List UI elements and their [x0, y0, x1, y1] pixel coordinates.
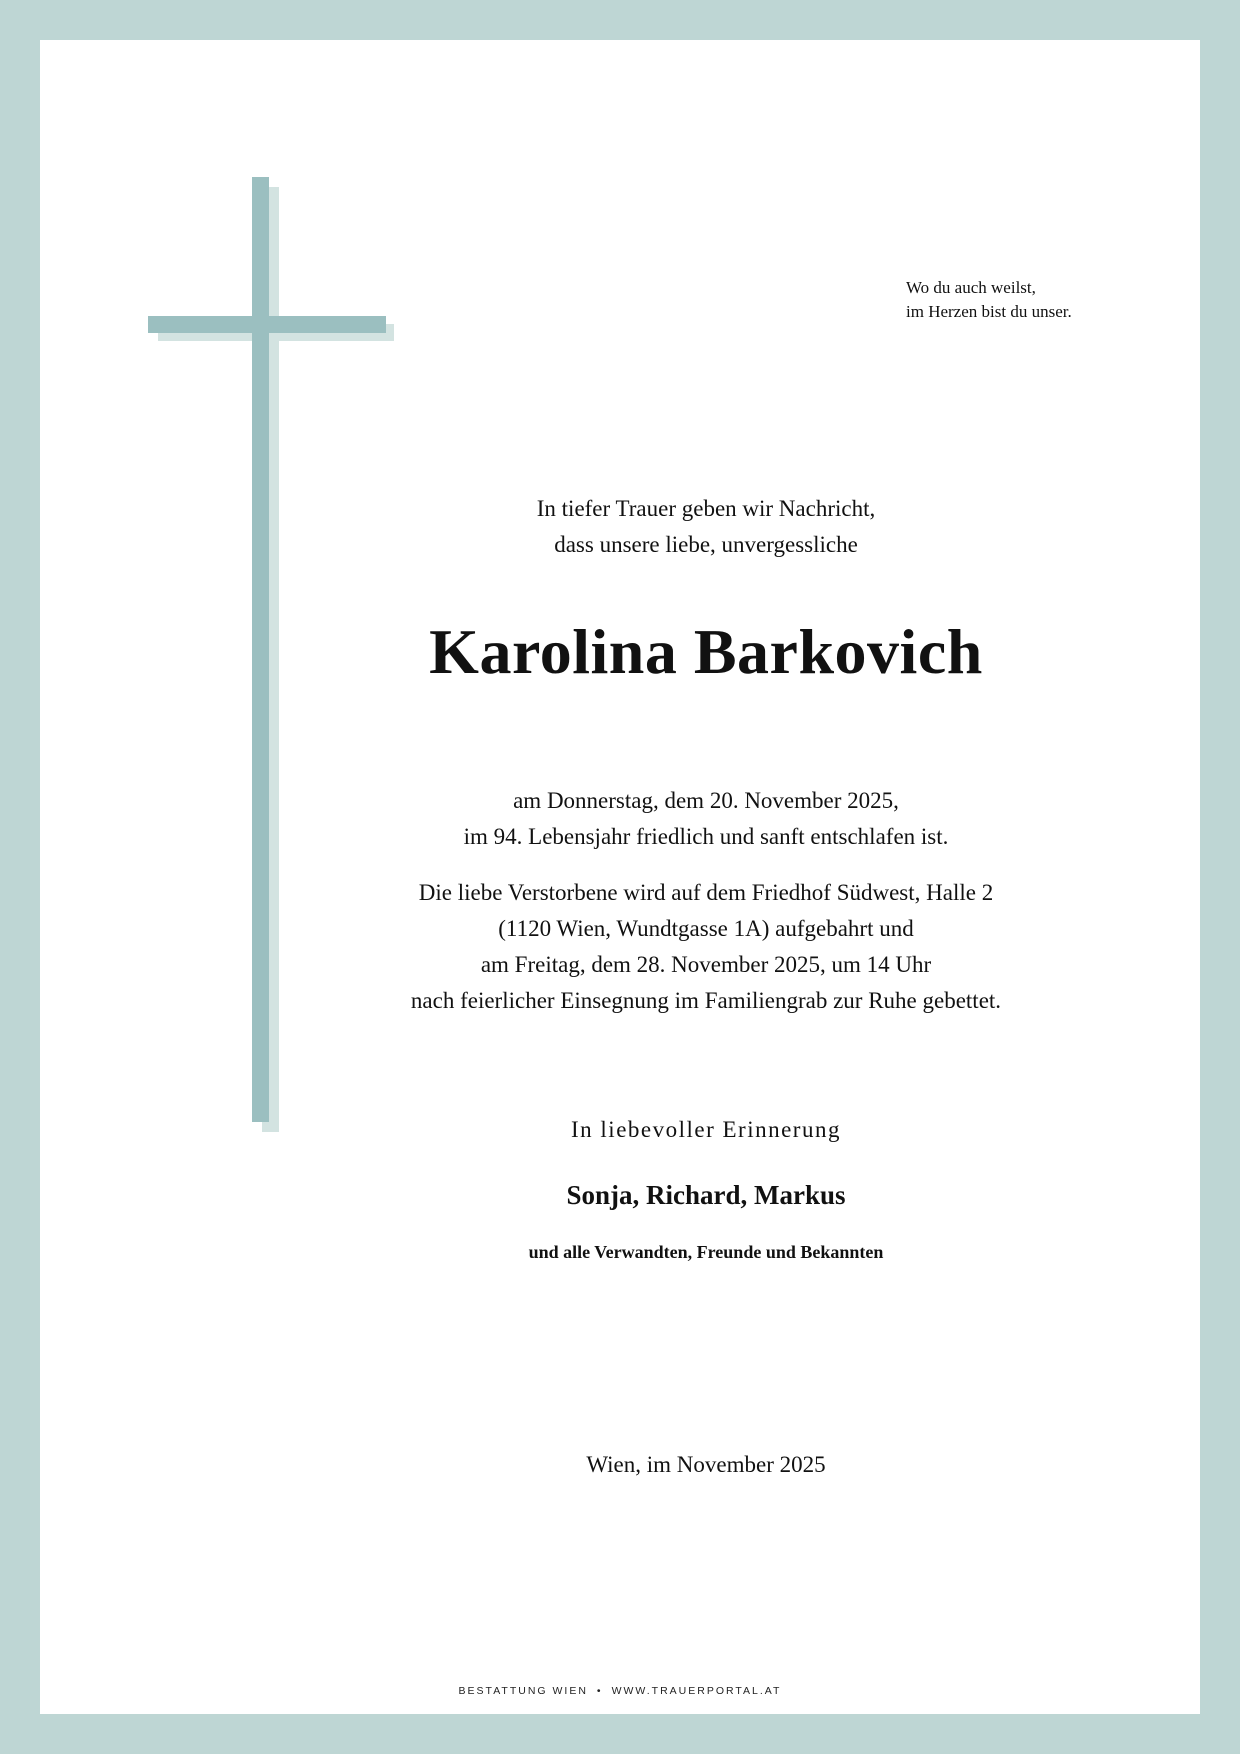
family-names: Sonja, Richard, Markus [566, 1180, 846, 1210]
death-line-2: im 94. Lebensjahr friedlich und sanft entschlafen ist. [463, 824, 949, 849]
intro-text [360, 491, 1052, 563]
motto-quote [906, 276, 1072, 324]
death-line-1: am Donnerstag, dem 20. November 2025, [513, 788, 899, 813]
death-notice [360, 783, 1052, 855]
footer-separator: • [596, 1685, 603, 1697]
footer-credit [40, 1685, 1200, 1697]
motto-line-1: Wo du auch weilst, [906, 278, 1036, 297]
deceased-name: Karolina Barkovich [429, 616, 983, 687]
funeral-line-1: Die liebe Verstorbene wird auf dem Friedhof Südwest, Halle 2 [418, 880, 994, 905]
cross-horizontal-bar [148, 316, 386, 333]
funeral-line-2: (1120 Wien, Wundtgasse 1A) aufgebahrt und [498, 916, 914, 941]
funeral-line-4: nach feierlicher Einsegnung im Familiengrab zur Ruhe gebettet. [410, 988, 1002, 1013]
motto-line-2: im Herzen bist du unser. [906, 302, 1072, 321]
memory-line: In liebevoller Erinnerung [571, 1117, 841, 1142]
place-date: Wien, im November 2025 [586, 1452, 826, 1477]
intro-line-2: dass unsere liebe, unvergessliche [554, 532, 858, 557]
relatives-line: und alle Verwandten, Freunde und Bekannten [528, 1242, 884, 1262]
funeral-line-3: am Freitag, dem 28. November 2025, um 14 Uhr [480, 952, 932, 977]
footer-company: BESTATTUNG WIEN [458, 1685, 588, 1697]
footer-website-link[interactable]: WWW.TRAUERPORTAL.AT [611, 1685, 782, 1697]
funeral-details [360, 875, 1052, 1019]
obituary-page [40, 40, 1200, 1714]
intro-line-1: In tiefer Trauer geben wir Nachricht, [536, 496, 876, 521]
